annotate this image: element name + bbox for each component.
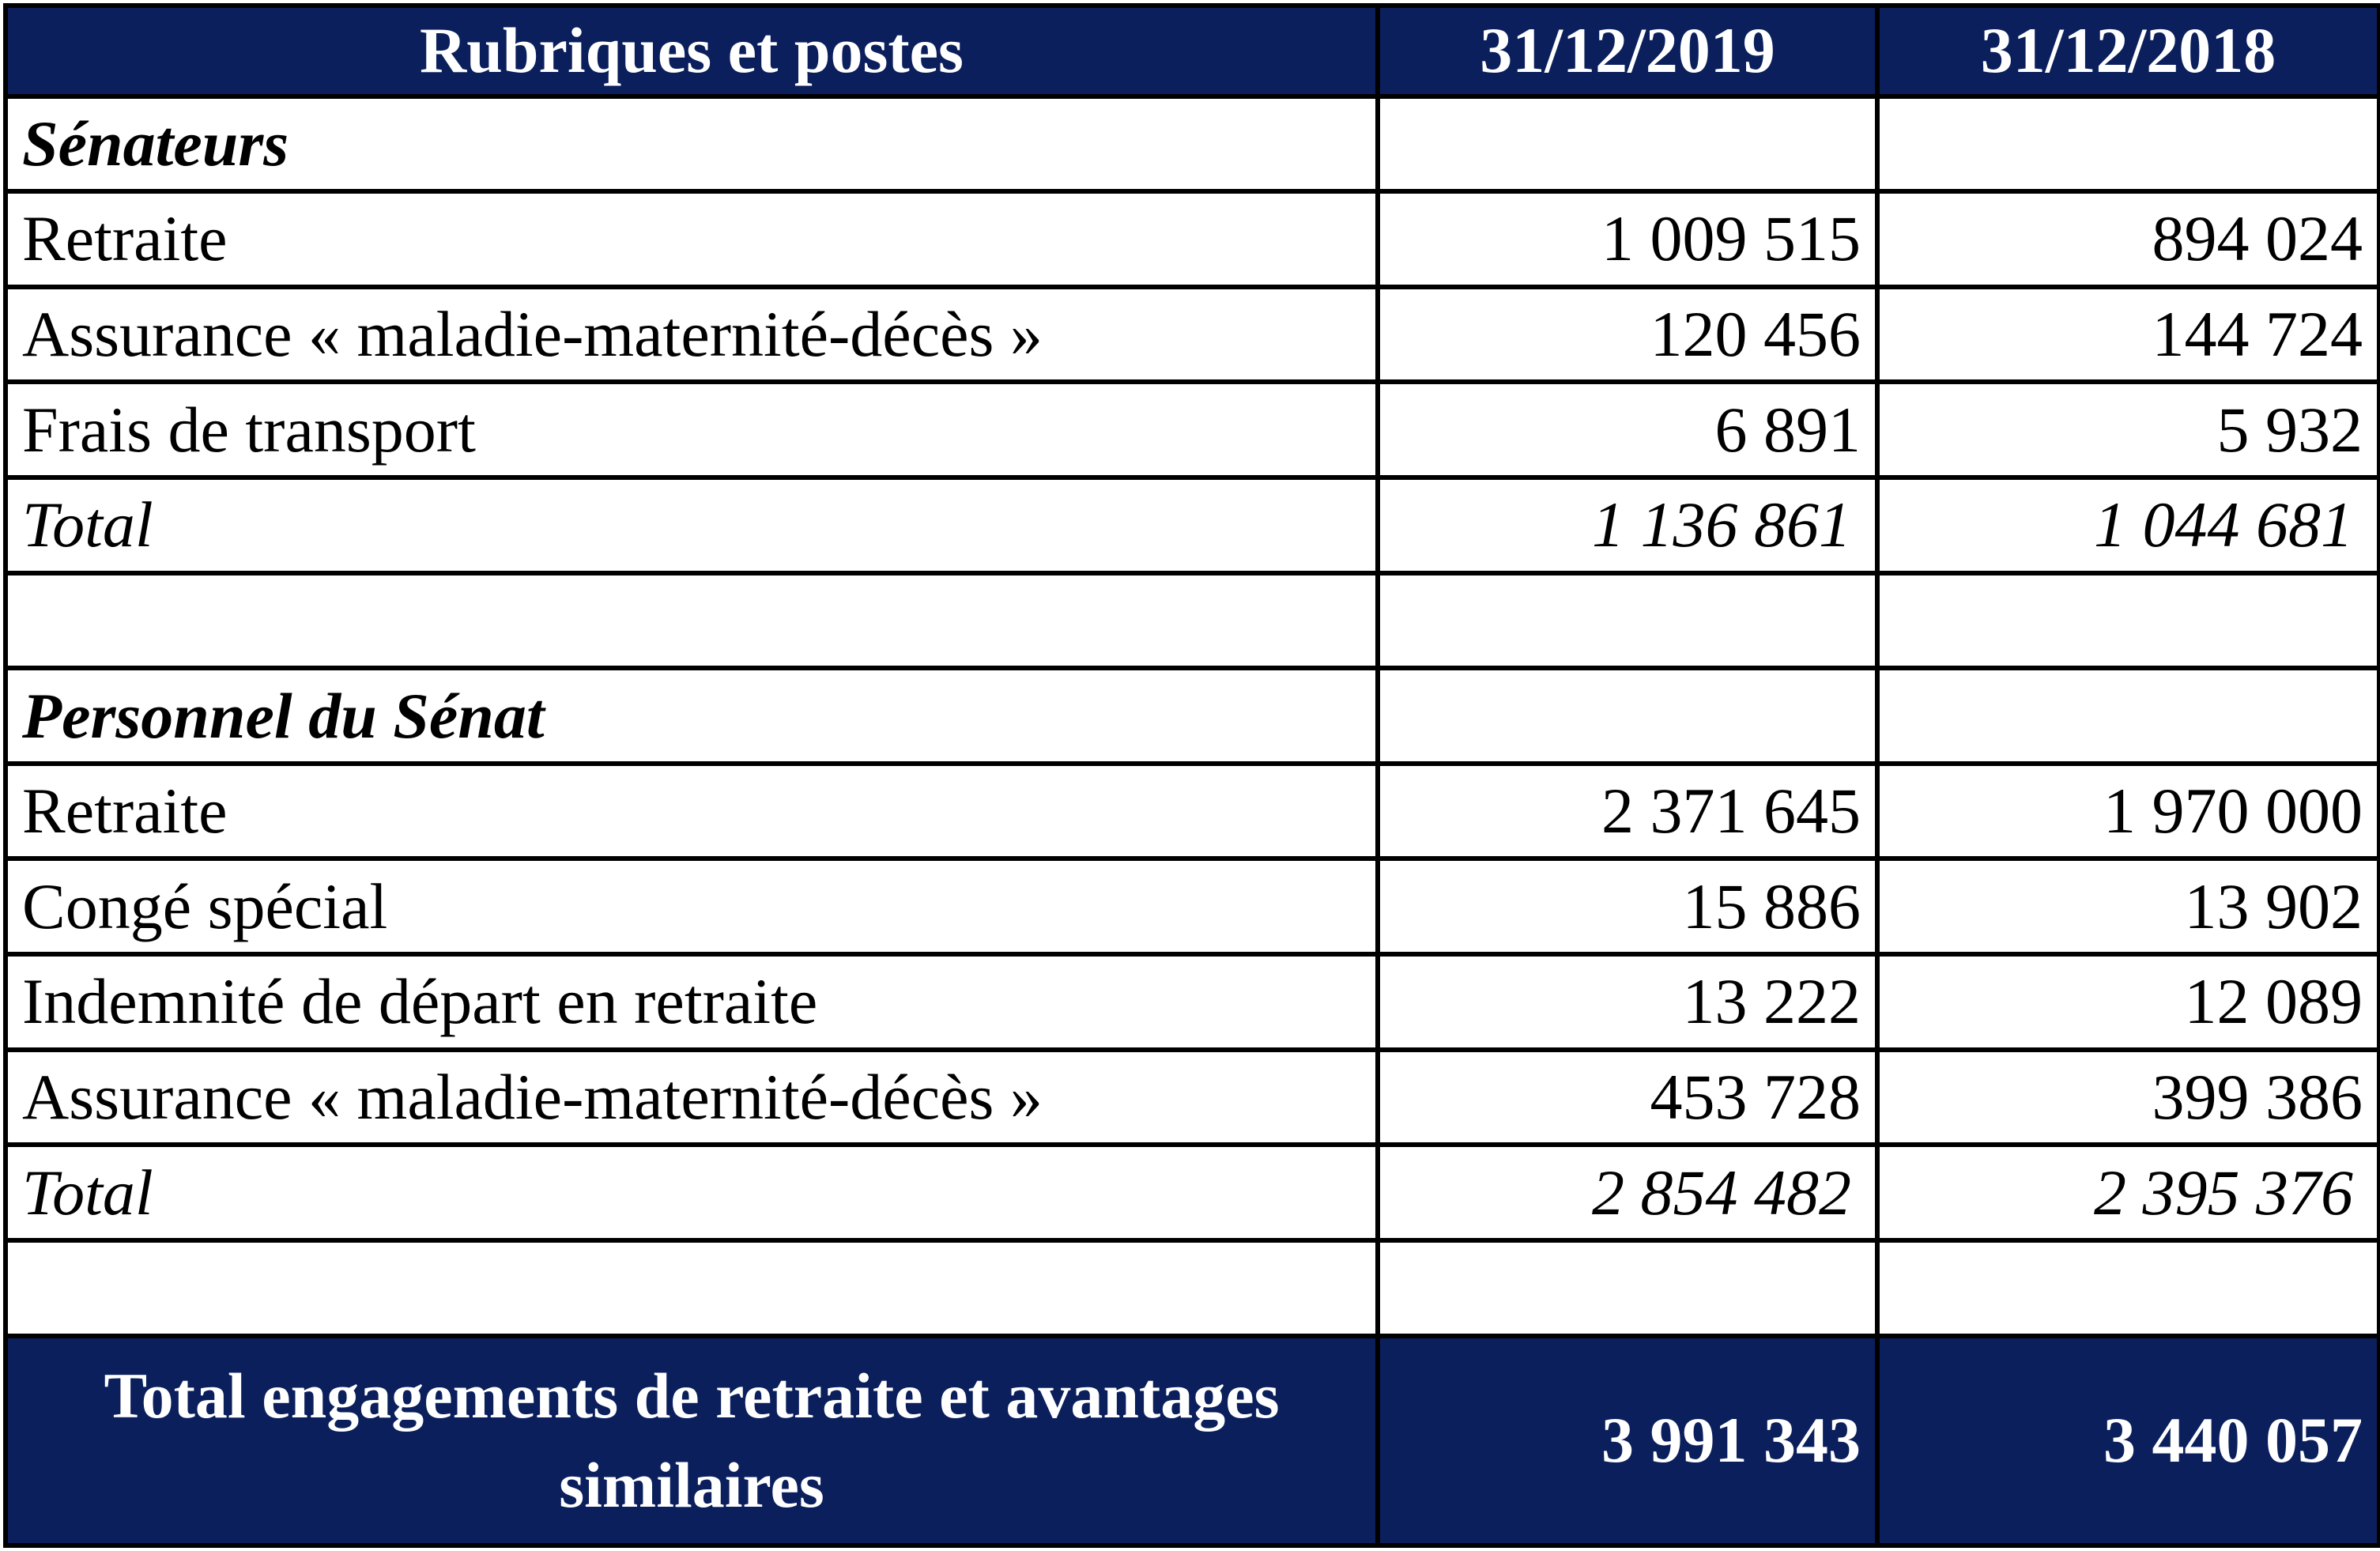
spacer-row bbox=[6, 1240, 2379, 1336]
table-row bbox=[6, 191, 2379, 287]
row-label: Assurance « maladie-maternité-décès » bbox=[6, 287, 1378, 383]
value-2018: 144 724 bbox=[1877, 287, 2379, 383]
value-2018: 13 902 bbox=[1877, 859, 2379, 954]
table-row bbox=[6, 287, 2379, 383]
total-row bbox=[6, 477, 2379, 573]
value-2019: 2 371 645 bbox=[1378, 764, 1877, 859]
section-title-personnel: Personnel du Sénat bbox=[6, 668, 1378, 764]
empty-cell bbox=[1877, 1240, 2379, 1336]
empty-cell bbox=[6, 1240, 1378, 1336]
empty-cell bbox=[6, 573, 1378, 669]
total-2018: 2 395 376 bbox=[1877, 1145, 2379, 1240]
value-2019: 13 222 bbox=[1378, 954, 1877, 1050]
table-row bbox=[6, 954, 2379, 1050]
spacer-row bbox=[6, 573, 2379, 669]
empty-cell bbox=[1877, 573, 2379, 669]
empty-cell bbox=[1877, 96, 2379, 192]
section-title-row bbox=[6, 96, 2379, 192]
table-row bbox=[6, 859, 2379, 954]
pension-commitments-table bbox=[3, 3, 2380, 1548]
grand-total-2018: 3 440 057 bbox=[1877, 1336, 2379, 1546]
empty-cell bbox=[1877, 668, 2379, 764]
table-row bbox=[6, 382, 2379, 477]
value-2018: 12 089 bbox=[1877, 954, 2379, 1050]
table-row bbox=[6, 1050, 2379, 1145]
header-2019: 31/12/2019 bbox=[1378, 6, 1877, 96]
table-row bbox=[6, 764, 2379, 859]
value-2019: 453 728 bbox=[1378, 1050, 1877, 1145]
total-2019: 2 854 482 bbox=[1378, 1145, 1877, 1240]
section-title-row bbox=[6, 668, 2379, 764]
empty-cell bbox=[1378, 573, 1877, 669]
value-2019: 120 456 bbox=[1378, 287, 1877, 383]
header-rubriques: Rubriques et postes bbox=[6, 6, 1378, 96]
grand-total-2019: 3 991 343 bbox=[1378, 1336, 1877, 1546]
value-2018: 1 970 000 bbox=[1877, 764, 2379, 859]
empty-cell bbox=[1378, 96, 1877, 192]
total-label: Total bbox=[6, 1145, 1378, 1240]
row-label: Indemnité de départ en retraite bbox=[6, 954, 1378, 1050]
total-row bbox=[6, 1145, 2379, 1240]
row-label: Frais de transport bbox=[6, 382, 1378, 477]
value-2019: 1 009 515 bbox=[1378, 191, 1877, 287]
value-2018: 399 386 bbox=[1877, 1050, 2379, 1145]
row-label: Retraite bbox=[6, 191, 1378, 287]
empty-cell bbox=[1378, 1240, 1877, 1336]
grand-total-label: Total engagements de retraite et avantages similaires bbox=[6, 1336, 1378, 1546]
total-2018: 1 044 681 bbox=[1877, 477, 2379, 573]
grand-total-row bbox=[6, 1336, 2379, 1546]
header-row bbox=[6, 6, 2379, 96]
total-label: Total bbox=[6, 477, 1378, 573]
row-label: Assurance « maladie-maternité-décès » bbox=[6, 1050, 1378, 1145]
value-2019: 6 891 bbox=[1378, 382, 1877, 477]
value-2018: 894 024 bbox=[1877, 191, 2379, 287]
header-2018: 31/12/2018 bbox=[1877, 6, 2379, 96]
value-2018: 5 932 bbox=[1877, 382, 2379, 477]
row-label: Retraite bbox=[6, 764, 1378, 859]
section-title-senateurs: Sénateurs bbox=[6, 96, 1378, 192]
empty-cell bbox=[1378, 668, 1877, 764]
total-2019: 1 136 861 bbox=[1378, 477, 1877, 573]
row-label: Congé spécial bbox=[6, 859, 1378, 954]
value-2019: 15 886 bbox=[1378, 859, 1877, 954]
